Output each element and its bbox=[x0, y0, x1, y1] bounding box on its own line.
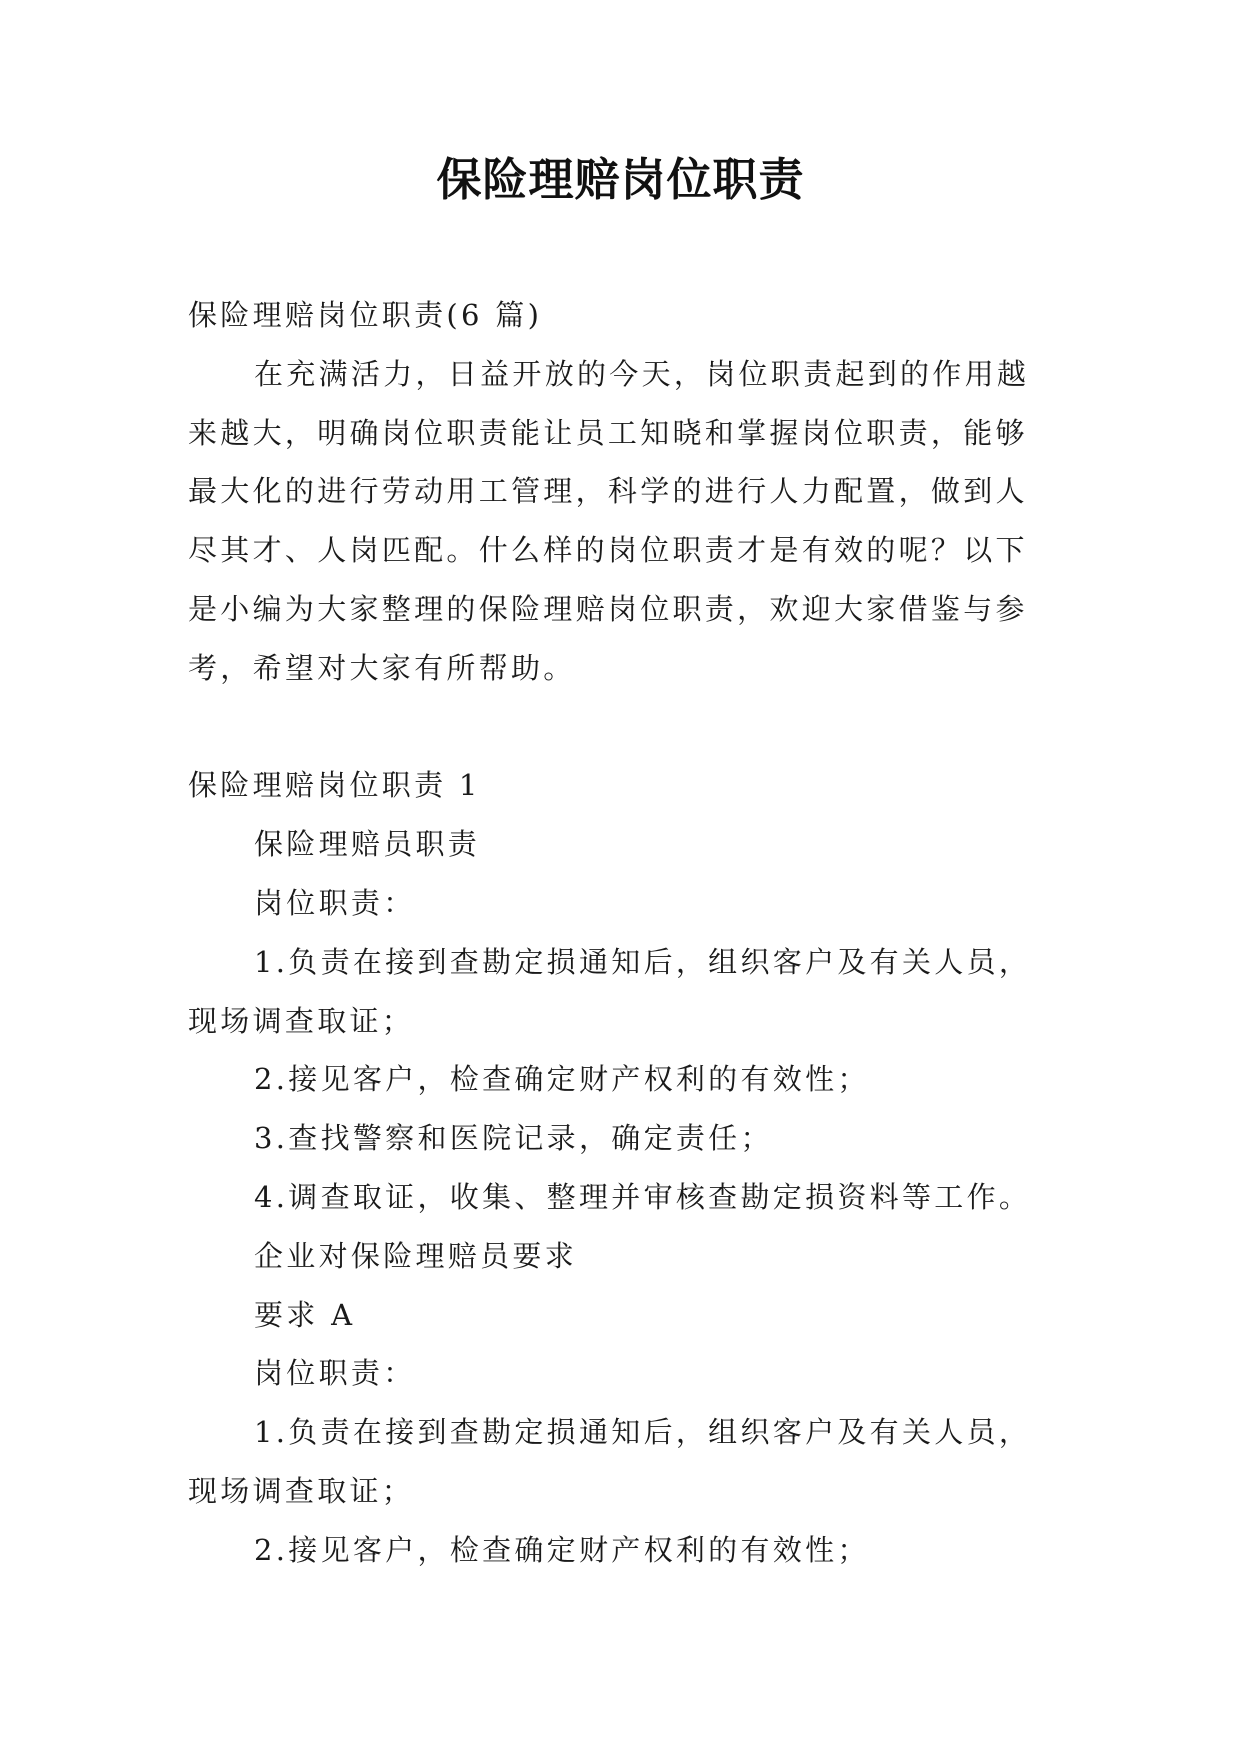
body-line-21: 2.接见客户，检查确定财产权利的有效性； bbox=[254, 1532, 870, 1567]
body-line-14: 3.查找警察和医院记录，确定责任； bbox=[254, 1121, 773, 1156]
body-line-17: 要求 A bbox=[254, 1297, 356, 1332]
body-line-16: 企业对保险理赔员要求 bbox=[254, 1238, 578, 1273]
body-line-0: 保险理赔岗位职责(6 篇) bbox=[188, 298, 543, 332]
section-heading: 保险理赔岗位职责 1 bbox=[188, 768, 481, 803]
body-line-9: 保险理赔员职责 bbox=[254, 827, 481, 862]
body-line-12: 现场调查取证； bbox=[188, 1003, 415, 1038]
body-line-5: 是小编为大家整理的保险理赔岗位职责，欢迎大家借鉴与参 bbox=[188, 591, 1028, 626]
body-line-2: 来越大，明确岗位职责能让员工知晓和掌握岗位职责，能够 bbox=[188, 415, 1028, 450]
body-line-20: 现场调查取证； bbox=[188, 1473, 415, 1508]
body-line-4: 尽其才、人岗匹配。什么样的岗位职责才是有效的呢？以下 bbox=[188, 533, 1028, 568]
paragraph-gap bbox=[188, 698, 1068, 757]
body-line-3: 最大化的进行劳动用工管理，科学的进行人力配置，做到人 bbox=[188, 474, 1028, 509]
document-body bbox=[188, 286, 1068, 1580]
body-line-13: 2.接见客户，检查确定财产权利的有效性； bbox=[254, 1062, 870, 1097]
document-title: 保险理赔岗位职责 bbox=[436, 153, 805, 206]
body-line-19: 1.负责在接到查勘定损通知后，组织客户及有关人员， bbox=[254, 1415, 1032, 1450]
body-line-15: 4.调查取证，收集、整理并审核查勘定损资料等工作。 bbox=[254, 1179, 1032, 1214]
body-line-18: 岗位职责： bbox=[254, 1356, 416, 1391]
body-line-1: 在充满活力，日益开放的今天，岗位职责起到的作用越 bbox=[254, 356, 1030, 391]
body-line-6: 考，希望对大家有所帮助。 bbox=[188, 650, 576, 685]
body-line-10: 岗位职责： bbox=[254, 885, 416, 920]
body-line-11: 1.负责在接到查勘定损通知后，组织客户及有关人员， bbox=[254, 944, 1032, 979]
